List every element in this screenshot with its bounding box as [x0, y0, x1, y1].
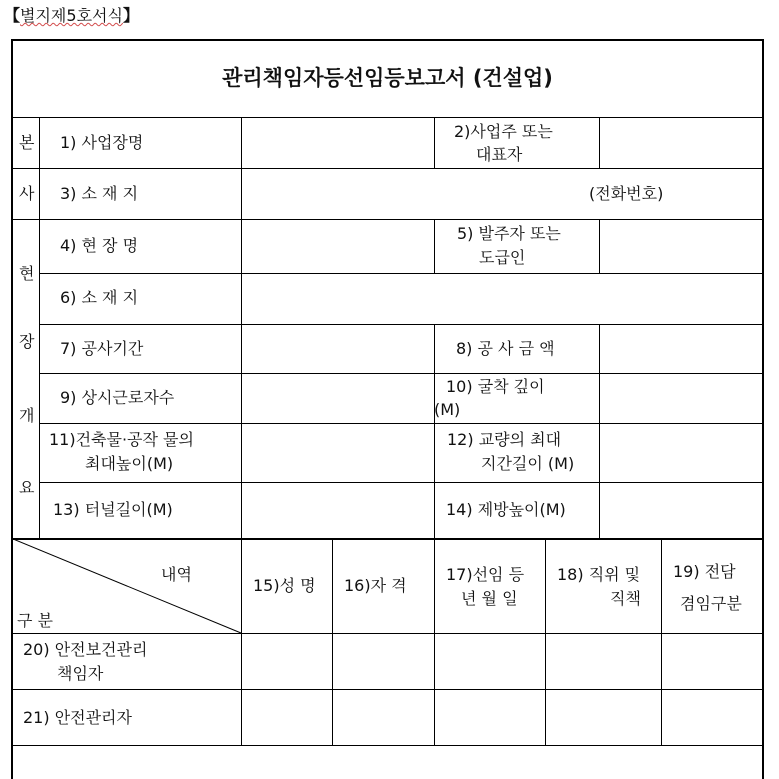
field-label-owner: 2)사업주 또는 — [454, 122, 553, 141]
field-label-bridge-span: 12) 교량의 최대 — [447, 430, 562, 449]
field-label-construction-period: 7) 공사기간 — [60, 339, 144, 358]
column-header-name: 15)성 명 — [253, 576, 316, 595]
column-header-position-2: 직책 — [610, 589, 641, 608]
field-label-building-height-2: 최대높이(M) — [85, 454, 174, 473]
row-label-safety-health-manager: 20) 안전보건관리 — [23, 640, 148, 659]
field-label-excavation-depth: 10) 굴착 깊이 — [446, 377, 545, 396]
corner-label-category: 구 분 — [17, 611, 53, 630]
phone-number-label: (전화번호) — [589, 184, 664, 203]
row-label-safety-health-manager-2: 책임자 — [57, 664, 104, 683]
field-label-bridge-span-2: 지간길이 (M) — [481, 454, 575, 473]
column-header-dedicated: 19) 전담 — [673, 562, 736, 581]
column-header-qualification: 16)자 격 — [344, 576, 407, 595]
field-label-tunnel-length: 13) 터널길이(M) — [53, 500, 173, 519]
column-header-appointment-date-2: 년 월 일 — [461, 589, 518, 608]
field-label-site-address: 6) 소 재 지 — [60, 288, 139, 307]
form-number-text: 별지제5호서식 — [20, 6, 123, 25]
side-label-head-office-2: 사 — [19, 184, 35, 203]
field-label-orderer-2: 도급인 — [479, 248, 526, 267]
form-title: 관리책임자등선임등보고서 (건설업) — [222, 66, 553, 90]
side-label-site-2: 장 — [19, 332, 35, 351]
column-header-position: 18) 직위 및 — [557, 565, 641, 584]
side-label-site-1: 현 — [19, 264, 35, 283]
column-header-appointment-date: 17)선임 등 — [446, 565, 525, 584]
side-label-site-4: 요 — [19, 478, 35, 497]
row-label-safety-manager: 21) 안전관리자 — [23, 708, 132, 727]
field-label-excavation-depth-2: (M) — [434, 400, 461, 419]
field-label-building-height: 11)건축물·공작 물의 — [49, 430, 194, 449]
side-label-site-3: 개 — [19, 406, 35, 425]
side-label-head-office-1: 본 — [19, 133, 35, 152]
corner-label-details: 내역 — [161, 565, 192, 584]
field-label-orderer: 5) 발주자 또는 — [457, 224, 561, 243]
field-label-levee-height: 14) 제방높이(M) — [446, 500, 566, 519]
field-label-workers: 9) 상시근로자수 — [60, 388, 175, 407]
field-label-contract-amount: 8) 공 사 금 액 — [456, 339, 555, 358]
field-label-owner-2: 대표자 — [476, 145, 523, 164]
form-number-label: 【별지제5호서식】 — [4, 6, 139, 25]
column-header-dedicated-2: 겸임구분 — [680, 594, 742, 613]
field-label-hq-address: 3) 소 재 지 — [60, 184, 139, 203]
report-form — [11, 39, 764, 779]
field-label-business-name: 1) 사업장명 — [60, 133, 144, 152]
field-label-site-name: 4) 현 장 명 — [60, 236, 139, 255]
